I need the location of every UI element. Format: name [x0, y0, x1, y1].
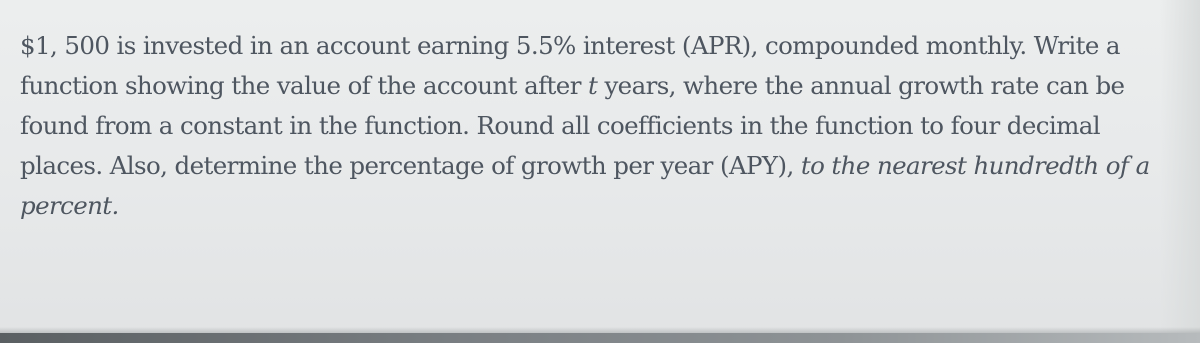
question-text-part-2: years, where the annual growth rate can be found from a constant in the function. Round all coefficients in the function to four decimal places. Also, determine the percentage of growth per year (APY),	[20, 71, 1125, 180]
time-variable: t	[588, 71, 598, 100]
question-text	[20, 26, 1170, 226]
monitor-bezel	[0, 333, 1200, 343]
question-text-part-1: $1, 500 is invested in an account earning 5.5% interest (APR), compounded monthly. Write a function showing the value of the account after	[20, 31, 1120, 100]
rounding-instruction: to the nearest hundredth of a percent.	[20, 151, 1150, 220]
